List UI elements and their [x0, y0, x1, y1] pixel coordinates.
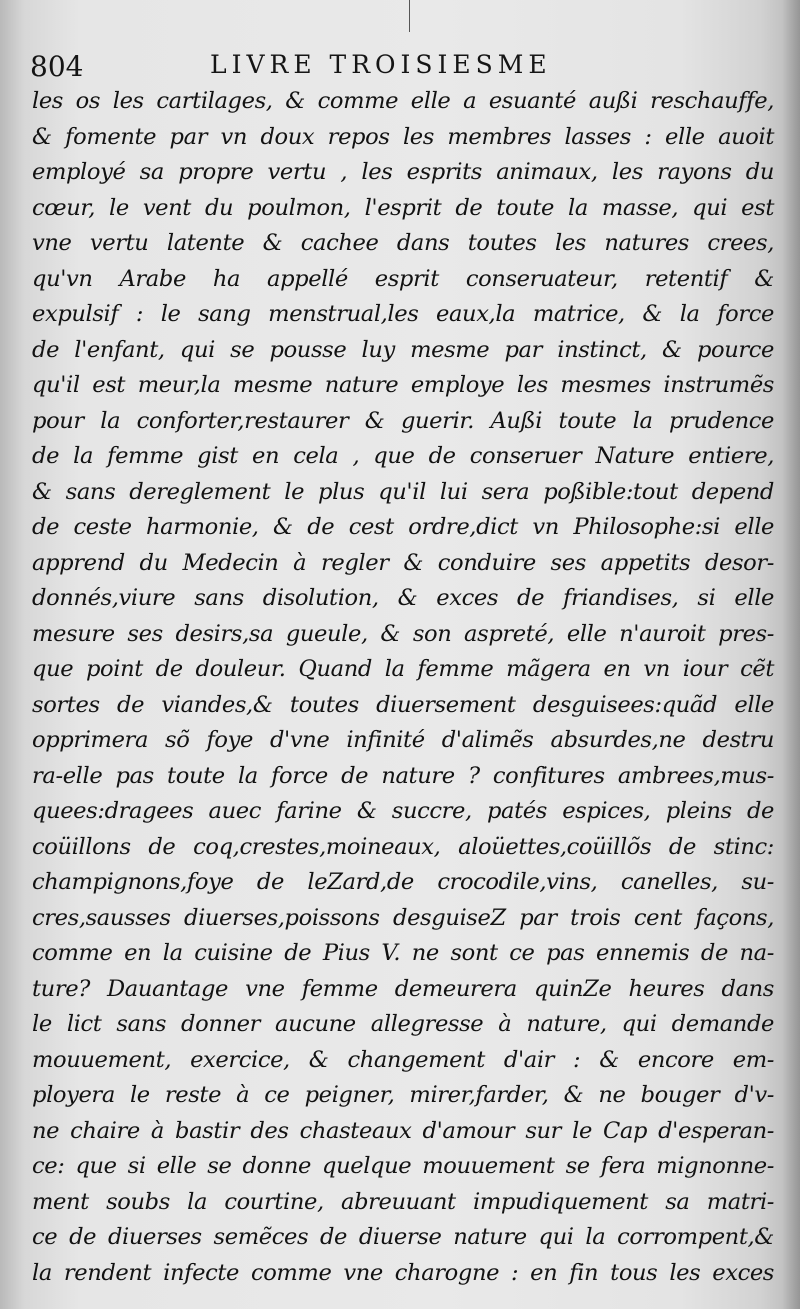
page-edge-shadow — [782, 0, 800, 1309]
text-line: ne chaire à bastir des chasteaux d'amour sur le Cap d'esperan- — [32, 1117, 774, 1144]
text-line: qu'il est meur,la mesme nature employe les mesmes instrumẽs — [32, 372, 774, 398]
text-line: cœur, le vent du poulmon, l'esprit de toute la masse, qui est — [32, 194, 774, 221]
body-text — [32, 84, 774, 1291]
text-line: les os les cartilages, & comme elle a esuanté außi reschauffe, — [32, 88, 774, 114]
text-line: de la femme gist en cela , que de conseruer Nature entiere, — [32, 443, 774, 469]
text-line: de ceste harmonie, & de cest ordre,dict vn Philosophe:si elle — [32, 514, 774, 540]
running-head: LIVRE TROISIESME — [210, 50, 552, 79]
text-line: comme en la cuisine de Pius V. ne sont ce pas ennemis de na- — [32, 940, 774, 966]
text-line: expulsif : le sang menstrual,les eaux,la matrice, & la force — [32, 301, 774, 327]
page-number: 804 — [30, 50, 84, 83]
text-line: champignons,foye de leZard,de crocodile,vins, canelles, su- — [32, 869, 774, 895]
text-line: ra-elle pas toute la force de nature ? confitures ambrees,mus- — [32, 762, 774, 789]
text-line: vne vertu latente & cachee dans toutes les natures crees, — [32, 230, 774, 256]
text-line: ment soubs la courtine, abreuuant impudiquement sa matri- — [32, 1188, 774, 1215]
text-line: employé sa propre vertu , les esprits animaux, les rayons du — [32, 159, 774, 185]
text-line: qu'vn Arabe ha appellé esprit conseruateur, retentif & — [32, 265, 774, 292]
text-line: la rendent infecte comme vne charogne : en fin tous les exces — [32, 1259, 774, 1286]
text-line: opprimera sõ foye d'vne infinité d'alimẽs absurdes,ne destru — [32, 727, 774, 753]
text-line: sortes de viandes,& toutes diuersement desguisees:quãd elle — [32, 691, 774, 718]
page-header — [0, 48, 800, 88]
text-line: mesure ses desirs,sa gueule, & son aspreté, elle n'auroit pres- — [32, 620, 774, 647]
text-line: que point de douleur. Quand la femme mãgera en vn iour cẽt — [32, 656, 774, 682]
fold-mark — [409, 0, 410, 32]
text-line: apprend du Medecin à regler & conduire ses appetits desor- — [32, 549, 774, 576]
text-line: quees:dragees auec farine & succre, patés espices, pleins de — [32, 798, 774, 824]
text-line: pour la conforter,restaurer & guerir. Außi toute la prudence — [32, 407, 774, 434]
text-line: le lict sans donner aucune allegresse à nature, qui demande — [32, 1011, 774, 1037]
text-line: de l'enfant, qui se pousse luy mesme par instinct, & pource — [32, 336, 774, 363]
text-line: coüillons de coq,crestes,moineaux, aloüettes,coüillõs de stinc: — [32, 833, 774, 860]
text-line: mouuement, exercice, & changement d'air : & encore em- — [32, 1046, 774, 1073]
text-line: & sans dereglement le plus qu'il lui sera poßible:tout depend — [32, 478, 774, 505]
text-line: cres,sausses diuerses,poissons desguiseZ par trois cent façons, — [32, 904, 774, 931]
text-line: ce de diuerses semẽces de diuerse nature qui la corrompent,& — [32, 1224, 774, 1250]
text-line: ce: que si elle se donne quelque mouuement se fera mignonne- — [32, 1153, 774, 1179]
text-line: & fomente par vn doux repos les membres lasses : elle auoit — [32, 123, 774, 150]
text-line: ployera le reste à ce peigner, mirer,farder, & ne bouger d'v- — [32, 1082, 774, 1108]
text-line: ture? Dauantage vne femme demeurera quinZe heures dans — [32, 975, 774, 1002]
text-line: donnés,viure sans disolution, & exces de friandises, si elle — [32, 585, 774, 611]
